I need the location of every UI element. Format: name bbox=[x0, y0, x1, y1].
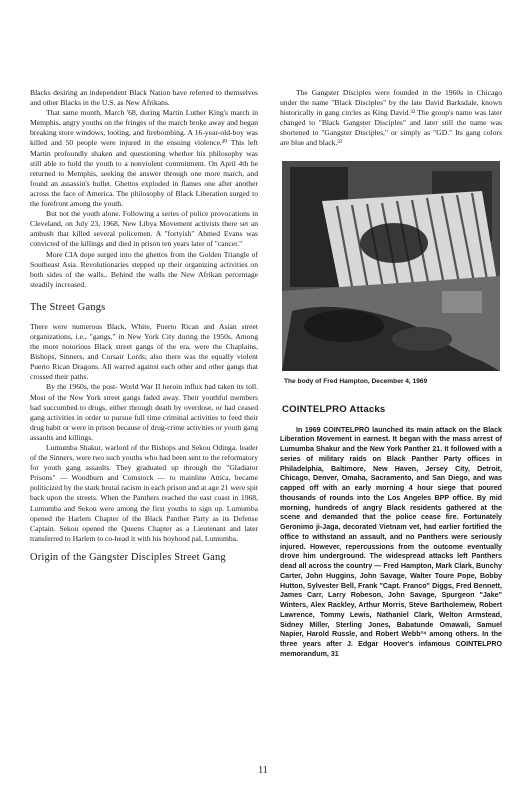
intro-paragraph-2: That same month, March '68, during Martin Luther King's march in Memphis, angry youths on the fringes of the march broke away and began breaking store windows, looting, and firebombing. A 16-year-old-boy was killed and 50 people were injured in the ensuing violence.³⁰ This left Martin profoundly shaken and questioning whether his philosophy was still able to hold the youth to a nonviolent commitment. On April 4th he returned to Memphis, seeking the answer through one more march, and found an assassin's bullet. Ghettos exploded in flames one after another across the face of America. The philosophy of Black Liberation surged to the forefront among the youth. bbox=[30, 108, 258, 209]
street-gangs-paragraph-3: Lumumba Shakur, warlord of the Bishops and Sekou Odinga, leader of the Sinners, were two such youths who had been sent to the reformatory for youth gang assaults. They graduated up through the "Gladiator Prisons" — Woodburn and Comstock — to mainline Attica, became politicized by the stark brutal racism in each prison and at age 21 were spit back upon the streets. When the Panthers reached the east coast in 1968, Lumumba and Sekou were among the first youths to sign up. Lumumba opened the Harlem Chapter of the Black Panther Party as its Defense Captain. Sekou opened the Queens Chapter as a Lieutenant and later transferred to Harlem to co-head it with his boyhood pal, Lumumba. bbox=[30, 443, 258, 543]
cointelpro-paragraph: In 1969 COINTELPRO launched its main attack on the Black Liberation Movement in earnest. It began with the mass arrest of Lumumba Shakur and the New York Panther 21. It followed with a series of military raids on Black Panther Party offices in Philadelphia, Baltimore, New Haven, Jersey City, Detroit, Chicago, Denver, Omaha, Sacramento, and San Diego, and was capped off with an early morning 4 hour siege that poured thousands of rounds into the Los Angeles BPP office. By mid morning, hundreds of angry Black residents gathered at the scene and demanded that the police cease fire. Fortunately Geronimo ji-Jaga, decorated Vietnam vet, had earlier fortified the office to withstand an assault, and no Panthers were seriously injured. However, repercussions from the outcome eventually drove him underground. The widespread attacks left Panthers dead all across the country — Fred Hampton, Mark Clark, Bunchy Carter, John Huggins, John Savage, Walter Toure Pope, Bobby Hutton, Sylvester Bell, Frank "Capt. Franco" Diggs, Fred Bennett, James Carr, Larry Robeson, John Savage, Spurgeon "Jake" Winters, Alex Rackley, Arthur Morris, Steve Bartholemew, Robert Lawrence, Tommy Lewis, Nathaniel Clark, Welton Armstead, Sidney Miller, Sterling Jones, Babatunde Omawali, Samuel Napier, Harold Russle, and Robert Webb³⁴ among others. In the three years after J. Edgar Hoover's infamous COINTELPRO memorandum, 31 bbox=[280, 425, 502, 658]
fred-hampton-photo bbox=[282, 161, 500, 371]
cointelpro-heading: COINTELPRO Attacks bbox=[282, 403, 386, 415]
right-column bbox=[280, 88, 502, 660]
page-number: 11 bbox=[258, 765, 268, 776]
photo-image bbox=[282, 161, 500, 371]
intro-paragraph-3: But not the youth alone. Following a series of police provocations in Cleveland, on July 23, 1968, New Libya Movement activists there set an ambush that killed several policemen. A "fortyish" Ahmed Evans was convicted of the killings and died in prison ten years later of "cancer." bbox=[30, 209, 258, 249]
street-gangs-paragraph-2: By the 1960s, the post- World War II heroin influx had taken its toll. Most of the New York street gangs faded away. Their youthful members had succumbed to drugs, either through death by overdose, or had ceased gang activities in order to pursue full time criminal activities to feed their drug habit or were in prison because of drug-crime activities or youth gang assaults and killings. bbox=[30, 382, 258, 442]
intro-paragraph-4: More CIA dope surged into the ghettos from the Golden Triangle of Southeast Asia. Revolutionaries stepped up their organizing activities on both sides of the walls.. Behind the walls the New Afrikan percentage steadily increased. bbox=[30, 249, 258, 289]
gangster-disciples-paragraph: The Gangster Disciples were founded in the 1960s in Chicago under the name "Black Disciples" by the late David Barksdale, known historically in gang circles as King David.³² The group's name was later changed to "Black Gangster Disciples" and later still the name was shortened to "Gangster Disciples," or simply as "GD." Its gang colors are blue and black.³³ bbox=[280, 88, 502, 148]
street-gangs-heading: The Street Gangs bbox=[30, 301, 106, 313]
cointelpro-section bbox=[280, 426, 502, 660]
intro-paragraph-1: Blacks desiring an independent Black Nation have referred to themselves and other Blacks in the U.S. as New Afrikans. bbox=[30, 88, 258, 108]
left-column bbox=[30, 88, 258, 564]
street-gangs-paragraph-1: There were numerous Black, White, Puerto Rican and Asian street organizations, i.e., "gangs," in New York City during the 1950s. Among the more notorious Black street gangs of the era, were the Chaplains, Bishops, Sinners, and Corsair Lords; also there was the equally violent Puerto Rican Dragons. All warred against each other and other gangs that crossed their paths. bbox=[30, 321, 258, 382]
photo-caption: The body of Fred Hampton, December 4, 1969 bbox=[284, 377, 428, 385]
origin-heading: Origin of the Gangster Disciples Street Gang bbox=[30, 551, 226, 563]
